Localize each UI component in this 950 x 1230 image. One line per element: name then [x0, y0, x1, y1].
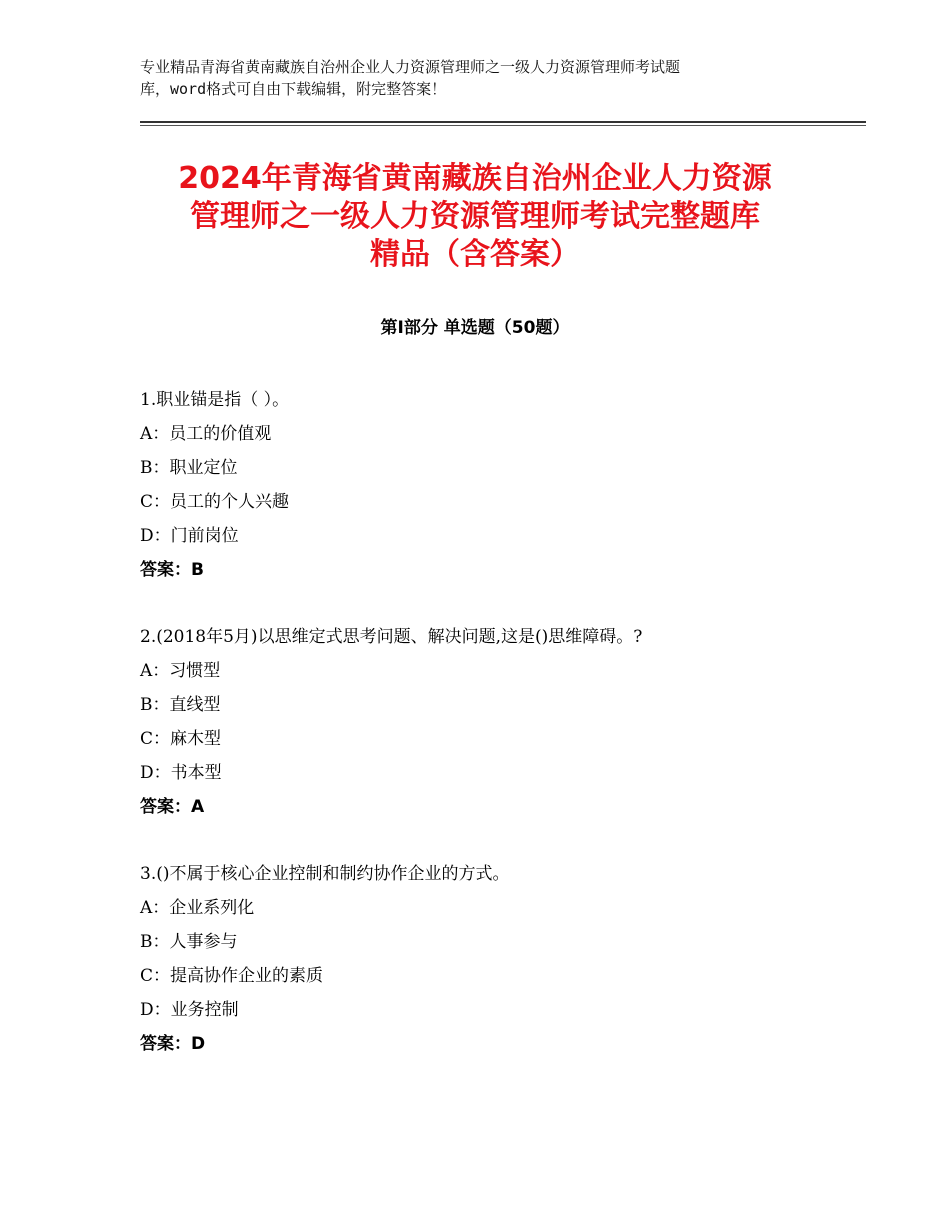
header-note	[140, 56, 840, 100]
question-stem: 3.()不属于核心企业控制和制约协作企业的方式。	[140, 864, 510, 884]
document-title-line-3: 精品（含答案）	[370, 237, 580, 272]
option-d: D：书本型	[140, 763, 222, 783]
option-b: B：职业定位	[140, 458, 238, 478]
option-c: C：麻木型	[140, 729, 222, 749]
option-a: A：员工的价值观	[140, 424, 272, 444]
question-2	[140, 620, 830, 824]
document-title-line-2: 管理师之一级人力资源管理师考试完整题库	[190, 199, 760, 234]
question-list	[140, 383, 830, 1094]
option-a: A：企业系列化	[140, 898, 255, 918]
question-stem: 2.(2018年5月)以思维定式思考问题、解决问题,这是()思维障碍。?	[140, 627, 643, 647]
option-a: A：习惯型	[140, 661, 221, 681]
header-divider-thick	[140, 121, 866, 123]
option-b: B：直线型	[140, 695, 221, 715]
question-3	[140, 857, 830, 1061]
section-title: 第Ⅰ部分 单选题（50题）	[380, 318, 570, 338]
document-title	[120, 160, 830, 274]
question-stem: 1.职业锚是指（ ）。	[140, 390, 290, 410]
header-note-line-2: 库，word格式可自由下载编辑，附完整答案！	[140, 80, 447, 98]
option-b: B：人事参与	[140, 932, 238, 952]
answer: 答案：B	[140, 560, 204, 580]
option-d: D：门前岗位	[140, 526, 239, 546]
answer: 答案：D	[140, 1034, 206, 1054]
header-note-line-1: 专业精品青海省黄南藏族自治州企业人力资源管理师之一级人力资源管理师考试题	[140, 58, 681, 76]
option-d: D：业务控制	[140, 1000, 239, 1020]
document-title-line-1: 2024年青海省黄南藏族自治州企业人力资源	[178, 161, 772, 196]
option-c: C：提高协作企业的素质	[140, 966, 324, 986]
header-divider-thin	[140, 125, 866, 126]
option-c: C：员工的个人兴趣	[140, 492, 290, 512]
question-1	[140, 383, 830, 587]
answer: 答案：A	[140, 797, 205, 817]
